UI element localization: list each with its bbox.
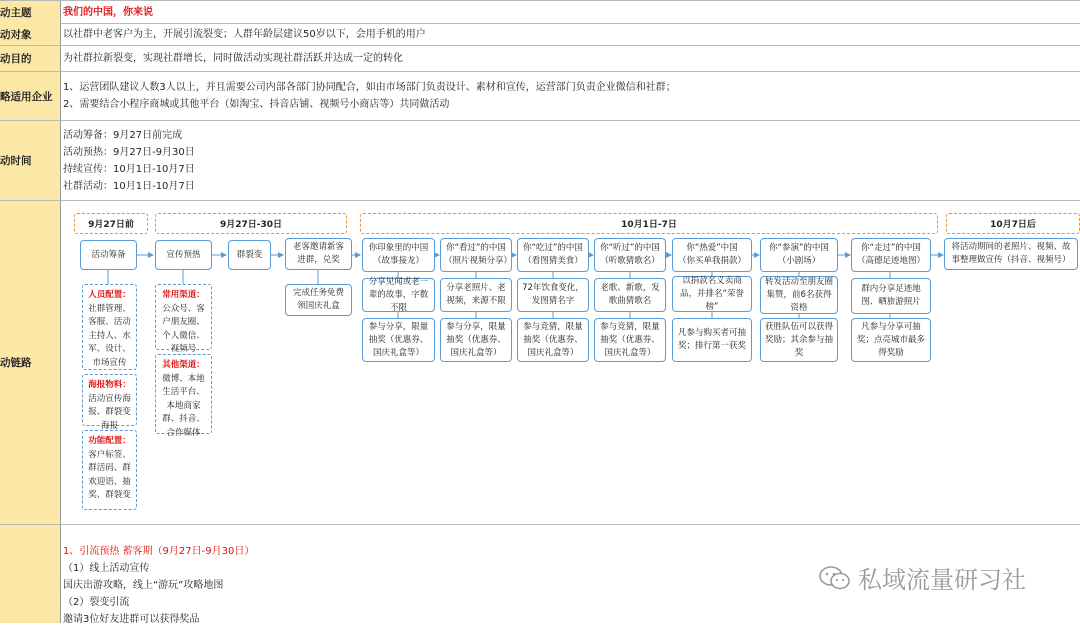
warm-note: 其他渠道：微博、本地生活平台、本地商家群、抖音、合作媒体 xyxy=(155,354,212,434)
detail-heading: 1、引流预热 蓄客期（9月27日-9月30日） xyxy=(63,546,255,557)
phase-header: 10月1日-7日 xyxy=(360,213,938,234)
event-reward-box: 凡参与购买者可抽奖；排行第一获奖 xyxy=(672,318,752,362)
event-title-box: 你“吃过”的中国 （看图猜美食） xyxy=(517,238,589,272)
prep-note: 功能配置：客户标签、群活码、群欢迎语、抽奖、群裂变 xyxy=(82,430,137,510)
prep-note: 海报物料：活动宣传海报、群裂变海报 xyxy=(82,374,137,426)
event-title-box: 你“听过”的中国 （听歌猜歌名） xyxy=(594,238,666,272)
wechat-icon xyxy=(818,564,852,592)
detail-line: 邀请3位好友进群可以获得奖品 xyxy=(63,614,200,625)
phase-header: 9月27日前 xyxy=(74,213,148,234)
flow-step-prep: 活动筹备 xyxy=(80,240,137,270)
event-reward-box: 参与竞猜，限量抽奖（优惠券、国庆礼盒等） xyxy=(517,318,589,362)
detail-line: 国庆出游攻略，线上“游玩”攻略地图 xyxy=(63,580,224,591)
time-line: 活动预热：9月27日-9月30日 xyxy=(63,146,195,158)
event-reward-box: 参与竞猜，限量抽奖（优惠券、国庆礼盒等） xyxy=(594,318,666,362)
row-label: 略适用企业 xyxy=(0,72,61,120)
theme-text: 我们的中国，你来说 xyxy=(63,6,153,18)
event-reward-box: 凡参与分享可抽奖；点亮城市最多得奖励 xyxy=(851,318,931,362)
row-label: 动目的 xyxy=(0,46,61,71)
detail-line: （2）裂变引流 xyxy=(63,597,130,608)
event-detail-box: 以捐款名义卖商品，并排名“荣誉榜” xyxy=(672,276,752,312)
flow-step-after: 将活动期间的老照片、视频、故事整理做宣传（抖音、视频号） xyxy=(944,238,1078,270)
event-reward-box: 参与分享，限量抽奖（优惠券、国庆礼盒等） xyxy=(440,318,512,362)
row-label: 动时间 xyxy=(0,121,61,200)
event-title-box: 你“参演”的中国 （小剧场） xyxy=(760,238,838,272)
event-detail-box: 分享老照片、老视频，来源不限 xyxy=(440,278,512,312)
event-reward-box: 参与分享，限量抽奖（优惠券、国庆礼盒等） xyxy=(362,318,435,362)
flow-step-warm: 宣传预热 xyxy=(155,240,212,270)
time-line: 活动筹备：9月27日前完成 xyxy=(63,129,183,141)
flow-step-invite-sub: 完成任务免费领国庆礼盒 xyxy=(285,284,352,316)
flow-step-invite: 老客邀请新客进群，兑奖 xyxy=(285,238,352,270)
time-line: 社群活动：10月1日-10月7日 xyxy=(63,180,195,192)
event-title-box: 你“热爱”中国 （你买单我捐款） xyxy=(672,238,752,272)
row-value: 为社群拉新裂变，实现社群增长，同时做活动实现社群活跃并达成一定的转化 xyxy=(63,53,403,64)
prep-note: 人员配置：社群管理、客服、活动主持人、水军、设计、市场宣传 xyxy=(82,284,137,370)
detail-line: （1）线上活动宣传 xyxy=(63,563,150,574)
watermark xyxy=(818,560,1026,595)
event-reward-box: 获胜队伍可以获得奖励；其余参与抽奖 xyxy=(760,318,838,362)
fit-line: 1、运营团队建议人数3人以上，并且需要公司内部各部门协同配合，如由市场部门负责设计、素材和宣传，运营部门负责企业微信和社群； xyxy=(63,82,676,93)
flow-step-fission: 群裂变 xyxy=(228,240,271,270)
fit-line: 2、需要结合小程序商城或其他平台（如淘宝、抖音店铺、视频号小商店等）共同做活动 xyxy=(63,99,450,110)
event-detail-box: 群内分享足迹地图、晒旅游照片 xyxy=(851,278,931,314)
row-label: 动对象 xyxy=(0,23,61,45)
event-title-box: 你“看过”的中国 （照片视频分享） xyxy=(440,238,512,272)
event-detail-box: 转发活动至朋友圈集赞，前6名获得资格 xyxy=(760,276,838,314)
row-label: 动主题 xyxy=(0,1,61,23)
event-detail-box: 分享见闻或老一辈的故事，字数不限 xyxy=(362,278,435,312)
watermark-text: 私域流量研习社 xyxy=(858,566,1026,594)
row-label: 动链路 xyxy=(0,201,61,524)
event-detail-box: 72年饮食变化，发图猜名字 xyxy=(517,278,589,312)
time-line: 持续宣传：10月1日-10月7日 xyxy=(63,163,195,175)
warm-note: 常用渠道：公众号、客户朋友圈、个人微信、视频号 xyxy=(155,284,212,350)
event-title-box: 你印象里的中国 （故事接龙） xyxy=(362,238,435,272)
phase-header: 9月27日-30日 xyxy=(155,213,347,234)
row-value: 以社群中老客户为主，开展引流裂变；人群年龄层建议50岁以下，会用手机的用户 xyxy=(63,28,426,40)
phase-header: 10月7日后 xyxy=(946,213,1080,234)
event-detail-box: 老歌、新歌，发歌曲猜歌名 xyxy=(594,278,666,312)
event-title-box: 你“走过”的中国 （高德足迹地图） xyxy=(851,238,931,272)
